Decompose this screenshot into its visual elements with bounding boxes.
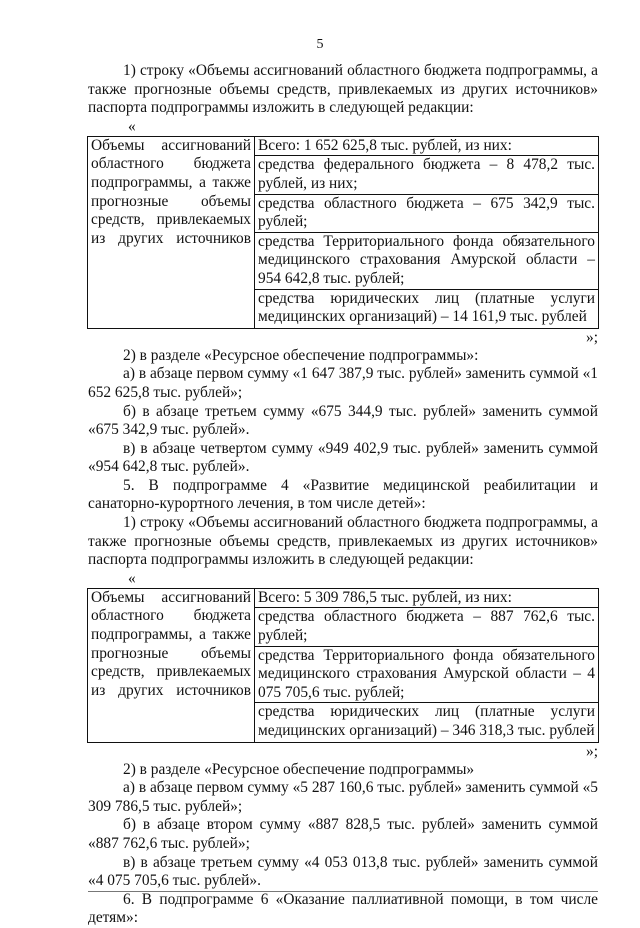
table1-row: Всего: 1 652 625,8 тыс. рублей, из них: [255, 137, 598, 157]
item5: 5. В подпрограмме 4 «Развитие медицинской реабилитации и санаторно-курортного лечения, в том числе детей»: [88, 476, 598, 513]
table2-row: средства юридических лиц (платные услуги медицинских организаций) – 346 318,3 тыс. рублей [258, 703, 595, 739]
s2-item-c: в) в абзаце четвертом сумму «949 402,9 тыс. рублей» заменить суммой «954 642,8 тыс. рублей». [88, 439, 598, 476]
passport-table-2 [87, 588, 599, 743]
table1-row: средства федерального бюджета – 8 478,2 тыс. рублей, из них; [255, 156, 598, 194]
page-number: 5 [316, 37, 324, 52]
passport-table-1 [87, 136, 599, 329]
table1-row: средства Территориального фонда обязательного медицинского страхования Амурской области – 954 642,8 тыс. рублей; [255, 233, 598, 290]
table2-right-cell [255, 588, 599, 742]
s2b-item-c: в) в абзаце третьем сумму «4 053 013,8 тыс. рублей» заменить суммой «4 075 705,6 тыс. рублей». [88, 853, 598, 890]
table2-left-cell: Объемы ассигнований областного бюджета подпрограммы, а также прогнозные объемы средств, привлекаемых из других источников [88, 588, 255, 742]
quote-close-1: »; [586, 328, 598, 346]
section2-title: 2) в разделе «Ресурсное обеспечение подпрограммы»: [123, 346, 479, 364]
s2-item-a: а) в абзаце первом сумму «1 647 387,9 тыс. рублей» заменить суммой «1 652 625,8 тыс. рублей»; [88, 365, 598, 401]
table2-row: средства областного бюджета – 887 762,6 тыс. рублей; [255, 608, 598, 646]
quote-open-2: « [128, 569, 136, 587]
quote-close-2: »; [586, 742, 598, 760]
body-text [88, 62, 598, 928]
s2b-item-b: б) в абзаце втором сумму «887 828,5 тыс. рублей» заменить суммой «887 762,6 тыс. рублей»; [88, 816, 598, 852]
item1-intro: 1) строку «Объемы ассигнований областного бюджета подпрограммы, а также прогнозные объемы средств, привлекаемых из других источников» паспорта подпрограммы изложить в следующей редакции: [88, 62, 598, 117]
item6: 6. В подпрограмме 6 «Оказание паллиативной помощи, в том числе детям»: [88, 890, 598, 927]
table1-row: средства областного бюджета – 675 342,9 тыс. рублей; [255, 195, 598, 233]
section2b-title: 2) в разделе «Ресурсное обеспечение подпрограммы» [123, 760, 475, 778]
table1-left-cell: Объемы ассигнований областного бюджета подпрограммы, а также прогнозные объемы средств, привлекаемых из других источников [88, 136, 255, 328]
s2b-item-a: а) в абзаце первом сумму «5 287 160,6 тыс. рублей» заменить суммой «5 309 786,5 тыс. рублей»; [88, 779, 598, 815]
table2-row: средства Территориального фонда обязательного медицинского страхования Амурской области – 4 075 705,6 тыс. рублей; [255, 647, 598, 704]
table2-row: Всего: 5 309 786,5 тыс. рублей, из них: [255, 589, 598, 609]
bottom-rule [88, 891, 598, 892]
table1-right-cell [255, 136, 599, 328]
table1-row: средства юридических лиц (платные услуги медицинских организаций) – 14 161,9 тыс. рублей [258, 289, 595, 326]
item5-1: 1) строку «Объемы ассигнований областного бюджета подпрограммы, а также прогнозные объемы средств, привлекаемых из других источников» паспорта подпрограммы изложить в следующей редакции: [88, 514, 598, 569]
quote-open-1: « [128, 117, 136, 135]
s2-item-b: б) в абзаце третьем сумму «675 344,9 тыс. рублей» заменить суммой «675 342,9 тыс. рублей». [88, 402, 598, 439]
